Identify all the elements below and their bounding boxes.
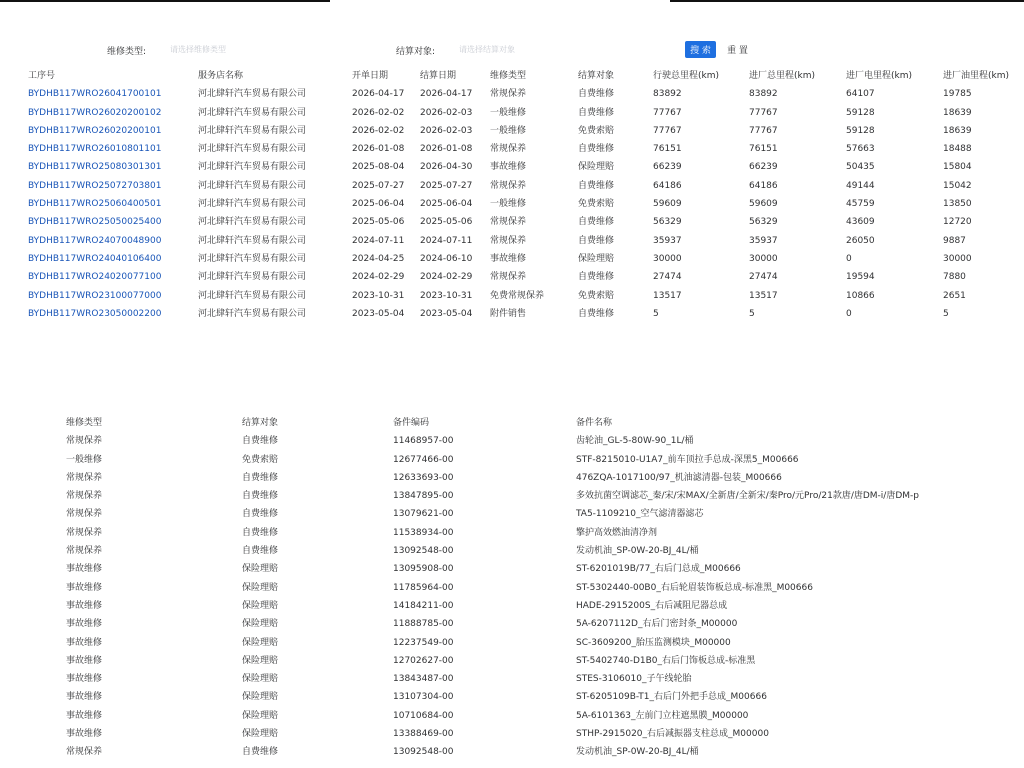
table-cell: 12633693-00 [393, 472, 454, 483]
orders-header-cell [490, 67, 578, 85]
table-cell: 河北肆轩汽车贸易有限公司 [198, 199, 307, 210]
order-row[interactable] [28, 85, 1024, 103]
header-label: 工序号 [28, 71, 56, 81]
top-edge-gap [330, 0, 670, 2]
table-cell: 2025-05-06 [352, 217, 405, 228]
table-cell: 自费维修 [578, 180, 615, 191]
order-number-link[interactable]: BYDHB117WRO26041700101 [28, 89, 162, 100]
table-cell: 2023-05-04 [420, 308, 473, 319]
table-cell: 2026-01-08 [352, 144, 405, 155]
table-cell: 河北肆轩汽车贸易有限公司 [198, 308, 307, 319]
table-cell: 事故维修 [66, 729, 103, 740]
table-cell: 11888785-00 [393, 619, 454, 630]
table-cell: 事故维修 [66, 655, 103, 666]
table-cell: 2026-02-02 [352, 107, 405, 118]
table-cell: 12702627-00 [393, 655, 454, 666]
table-cell: 河北肆轩汽车贸易有限公司 [198, 272, 307, 283]
table-cell: 2026-04-17 [420, 89, 473, 100]
table-cell: 83892 [653, 89, 682, 100]
orders-header-cell [749, 67, 846, 85]
part-row [66, 487, 1024, 505]
order-number-link[interactable]: BYDHB117WRO25050025400 [28, 217, 162, 228]
table-cell: 事故维修 [66, 637, 103, 648]
table-cell: 35937 [653, 235, 682, 246]
order-row[interactable] [28, 104, 1024, 122]
table-cell: 59609 [653, 199, 682, 210]
table-cell: 自费维修 [578, 217, 615, 228]
table-cell: 56329 [653, 217, 682, 228]
order-row[interactable] [28, 122, 1024, 140]
table-cell: 保险理赔 [242, 674, 279, 685]
search-button[interactable]: 搜 索 [685, 41, 716, 58]
order-row[interactable] [28, 140, 1024, 158]
table-cell: STF-8215010-U1A7_前车顶拉手总成-深黑5_M00666 [576, 454, 799, 465]
table-cell: 27474 [749, 272, 778, 283]
table-cell: 59128 [846, 107, 875, 118]
repair-orders-table [28, 67, 1024, 323]
table-cell: 0 [846, 253, 852, 264]
table-cell: 13092548-00 [393, 546, 454, 557]
table-cell: 自费维修 [578, 144, 615, 155]
table-cell: 2651 [943, 290, 966, 301]
table-cell: SC-3609200_胎压监测模块_M00000 [576, 637, 731, 648]
part-row [66, 725, 1024, 743]
table-cell: 河北肆轩汽车贸易有限公司 [198, 125, 307, 136]
table-cell: 59609 [749, 199, 778, 210]
table-cell: 河北肆轩汽车贸易有限公司 [198, 290, 307, 301]
order-number-link[interactable]: BYDHB117WRO23050002200 [28, 308, 162, 319]
part-row [66, 542, 1024, 560]
order-row[interactable] [28, 268, 1024, 286]
table-cell: 2026-01-08 [420, 144, 473, 155]
table-cell: 12677466-00 [393, 454, 454, 465]
header-label: 行驶总里程(km) [653, 71, 720, 81]
table-cell: 26050 [846, 235, 875, 246]
reset-button[interactable]: 重 置 [722, 41, 753, 58]
table-cell: 河北肆轩汽车贸易有限公司 [198, 217, 307, 228]
order-number-link[interactable]: BYDHB117WRO23100077000 [28, 290, 162, 301]
part-row [66, 652, 1024, 670]
parts-header-cell: 备件编码 [393, 418, 430, 428]
table-cell: 66239 [653, 162, 682, 173]
orders-table-body [28, 85, 1024, 323]
table-cell: 66239 [749, 162, 778, 173]
table-cell: 64186 [653, 180, 682, 191]
part-row [66, 579, 1024, 597]
table-cell: 13843487-00 [393, 674, 454, 685]
table-cell: 自费维修 [578, 272, 615, 283]
table-cell: 476ZQA-1017100/97_机油滤清器-包装_M00666 [576, 472, 782, 483]
table-cell: 常规保养 [66, 747, 103, 758]
part-row [66, 451, 1024, 469]
table-cell: 2024-07-11 [420, 235, 473, 246]
table-cell: 12720 [943, 217, 972, 228]
table-cell: 45759 [846, 199, 875, 210]
table-cell: 2025-06-04 [420, 199, 473, 210]
table-cell: 59128 [846, 125, 875, 136]
table-cell: 常规保养 [490, 144, 527, 155]
table-cell: 自费维修 [242, 436, 279, 447]
header-label: 开单日期 [352, 71, 389, 81]
order-row[interactable] [28, 195, 1024, 213]
table-cell: ST-6201019B/77_右后门总成_M00666 [576, 564, 741, 575]
table-cell: 保险理赔 [242, 564, 279, 575]
table-cell: 自费维修 [242, 472, 279, 483]
table-cell: 57663 [846, 144, 875, 155]
table-cell: TA5-1109210_空气滤清器滤芯 [576, 509, 704, 520]
table-cell: 自费维修 [242, 747, 279, 758]
table-cell: 一般维修 [66, 454, 103, 465]
settlement-label: 结算对象: [396, 47, 436, 57]
table-cell: 2024-06-10 [420, 253, 473, 264]
table-cell: 河北肆轩汽车贸易有限公司 [198, 144, 307, 155]
table-cell: 常规保养 [66, 546, 103, 557]
table-cell: 自费维修 [578, 89, 615, 100]
orders-header-cell [846, 67, 943, 85]
table-cell: 河北肆轩汽车贸易有限公司 [198, 235, 307, 246]
table-cell: 10866 [846, 290, 875, 301]
parts-header-cell: 维修类型 [66, 418, 103, 428]
order-number-link[interactable]: BYDHB117WRO24070048900 [28, 235, 162, 246]
table-cell: 常规保养 [66, 436, 103, 447]
header-label: 进厂总里程(km) [749, 71, 816, 81]
table-cell: 一般维修 [490, 125, 527, 136]
order-row[interactable] [28, 213, 1024, 231]
table-cell: 附件销售 [490, 308, 527, 319]
table-cell: 77767 [749, 125, 778, 136]
parts-header-cell: 备件名称 [576, 418, 613, 428]
table-cell: 10710684-00 [393, 710, 454, 721]
table-cell: 自费维修 [578, 235, 615, 246]
table-cell: 自费维修 [242, 491, 279, 502]
header-label: 维修类型 [490, 71, 527, 81]
table-cell: 5 [749, 308, 755, 319]
table-cell: 77767 [749, 107, 778, 118]
table-cell: 5A-6207112D_右后门密封条_M00000 [576, 619, 738, 630]
table-cell: 一般维修 [490, 107, 527, 118]
order-row[interactable] [28, 305, 1024, 323]
table-cell: 0 [846, 308, 852, 319]
table-cell: 43609 [846, 217, 875, 228]
table-cell: 常规保养 [66, 527, 103, 538]
table-cell: 13517 [653, 290, 682, 301]
table-cell: 一般维修 [490, 199, 527, 210]
orders-header-cell [653, 67, 749, 85]
part-row [66, 524, 1024, 542]
table-cell: 常规保养 [490, 180, 527, 191]
table-cell: 18488 [943, 144, 972, 155]
table-cell: 35937 [749, 235, 778, 246]
order-row[interactable] [28, 158, 1024, 176]
parts-header-cell: 结算对象 [242, 418, 279, 428]
table-cell: ST-5402740-D1B0_右后门饰板总成-标准黑 [576, 655, 756, 666]
header-label: 进厂油里程(km) [943, 71, 1010, 81]
table-cell: ST-6205109B-T1_右后门外把手总成_M00666 [576, 692, 767, 703]
table-cell: 保险理赔 [242, 655, 279, 666]
table-cell: 齿轮油_GL-5-80W-90_1L/桶 [576, 436, 694, 447]
table-cell: 77767 [653, 107, 682, 118]
orders-header-cell [943, 67, 1024, 85]
table-cell: 2023-10-31 [352, 290, 405, 301]
table-cell: 常规保养 [490, 217, 527, 228]
table-cell: 河北肆轩汽车贸易有限公司 [198, 107, 307, 118]
table-cell: 76151 [653, 144, 682, 155]
table-cell: STES-3106010_子午线轮胎 [576, 674, 692, 685]
table-cell: 事故维修 [66, 564, 103, 575]
part-row [66, 688, 1024, 706]
order-number-link[interactable]: BYDHB117WRO25060400501 [28, 199, 162, 210]
table-cell: HADE-2915200S_右后减阻尼器总成 [576, 600, 728, 611]
table-cell: 发动机油_SP-0W-20-BJ_4L/桶 [576, 747, 699, 758]
parts-table [66, 414, 1024, 762]
repair-type-label: 维修类型: [107, 47, 147, 57]
table-cell: 9887 [943, 235, 966, 246]
table-cell: 保险理赔 [242, 600, 279, 611]
table-cell: 多效抗菌空调滤芯_秦/宋/宋MAX/全新唐/全新宋/秦Pro/元Pro/21款唐/唐DM-i/唐DM-p [576, 491, 919, 502]
orders-header-cell [420, 67, 490, 85]
table-cell: 11468957-00 [393, 436, 454, 447]
part-row [66, 634, 1024, 652]
table-cell: 5 [653, 308, 659, 319]
table-cell: 河北肆轩汽车贸易有限公司 [198, 253, 307, 264]
table-cell: 7880 [943, 272, 966, 283]
table-cell: 83892 [749, 89, 778, 100]
part-row [66, 432, 1024, 450]
orders-header-row [28, 67, 1024, 85]
table-cell: 14184211-00 [393, 600, 454, 611]
orders-header-cell [28, 67, 198, 85]
table-cell: 77767 [653, 125, 682, 136]
table-cell: 2025-05-06 [420, 217, 473, 228]
header-label: 进厂电里程(km) [846, 71, 913, 81]
table-cell: 自费维修 [578, 107, 615, 118]
table-cell: 保险理赔 [242, 637, 279, 648]
table-cell: 64186 [749, 180, 778, 191]
table-cell: 56329 [749, 217, 778, 228]
part-row [66, 597, 1024, 615]
table-cell: 2024-04-25 [352, 253, 405, 264]
order-row[interactable] [28, 232, 1024, 250]
table-cell: 免费索赔 [242, 454, 279, 465]
order-number-link[interactable]: BYDHB117WRO24020077100 [28, 272, 162, 283]
repair-type-select[interactable] [170, 40, 320, 58]
part-row [66, 707, 1024, 725]
table-cell: 2026-02-03 [420, 107, 473, 118]
table-cell: 13107304-00 [393, 692, 454, 703]
table-cell: 河北肆轩汽车贸易有限公司 [198, 180, 307, 191]
header-label: 结算日期 [420, 71, 457, 81]
part-row [66, 743, 1024, 761]
orders-header-cell [578, 67, 653, 85]
table-cell: 15804 [943, 162, 972, 173]
table-cell: 2025-07-27 [352, 180, 405, 191]
table-cell: 13095908-00 [393, 564, 454, 575]
table-cell: 事故维修 [66, 582, 103, 593]
table-cell: 19594 [846, 272, 875, 283]
table-cell: 15042 [943, 180, 972, 191]
table-cell: 12237549-00 [393, 637, 454, 648]
table-cell: 保险理赔 [242, 710, 279, 721]
table-cell: 保险理赔 [242, 692, 279, 703]
order-number-link[interactable]: BYDHB117WRO26020200102 [28, 107, 162, 118]
table-cell: 河北肆轩汽车贸易有限公司 [198, 89, 307, 100]
order-row[interactable] [28, 287, 1024, 305]
window-top-edge [0, 0, 1024, 2]
table-cell: 2025-08-04 [352, 162, 405, 173]
table-cell: 2026-02-03 [420, 125, 473, 136]
order-number-link[interactable]: BYDHB117WRO25072703801 [28, 180, 162, 191]
table-cell: 27474 [653, 272, 682, 283]
table-cell: 自费维修 [242, 546, 279, 557]
table-cell: 常规保养 [66, 472, 103, 483]
table-cell: 保险理赔 [242, 619, 279, 630]
part-row [66, 505, 1024, 523]
table-cell: 自费维修 [242, 527, 279, 538]
table-cell: 免费索赔 [578, 199, 615, 210]
parts-table-body [66, 432, 1024, 761]
table-cell: 保险理赔 [578, 253, 615, 264]
part-row [66, 560, 1024, 578]
table-cell: 19785 [943, 89, 972, 100]
table-cell: 2025-06-04 [352, 199, 405, 210]
part-row [66, 670, 1024, 688]
table-cell: 自费维修 [578, 308, 615, 319]
table-cell: 2023-05-04 [352, 308, 405, 319]
table-cell: 2026-04-17 [352, 89, 405, 100]
table-cell: 事故维修 [66, 710, 103, 721]
table-cell: 免费索赔 [578, 125, 615, 136]
table-cell: 11538934-00 [393, 527, 454, 538]
table-cell: ST-5302440-00B0_右后轮眉装饰板总成-标准黑_M00666 [576, 582, 813, 593]
table-cell: STHP-2915020_右后减振器支柱总成_M00000 [576, 729, 769, 740]
header-label: 结算对象 [578, 71, 615, 81]
header-label: 服务店名称 [198, 71, 244, 81]
orders-header-cell [198, 67, 352, 85]
table-cell: 2025-07-27 [420, 180, 473, 191]
order-row[interactable] [28, 177, 1024, 195]
table-cell: 事故维修 [490, 253, 527, 264]
table-cell: 30000 [749, 253, 778, 264]
table-cell: 发动机油_SP-0W-20-BJ_4L/桶 [576, 546, 699, 557]
table-cell: 49144 [846, 180, 875, 191]
table-cell: 5A-6101363_左前门立柱遮黑膜_M00000 [576, 710, 749, 721]
table-cell: 18639 [943, 107, 972, 118]
table-cell: 自费维修 [242, 509, 279, 520]
table-cell: 30000 [653, 253, 682, 264]
table-cell: 保险理赔 [242, 729, 279, 740]
table-cell: 事故维修 [66, 600, 103, 611]
table-cell: 2024-02-29 [420, 272, 473, 283]
table-cell: 2023-10-31 [420, 290, 473, 301]
table-cell: 13079621-00 [393, 509, 454, 520]
settlement-select[interactable] [459, 40, 609, 58]
table-cell: 2026-04-30 [420, 162, 473, 173]
orders-header-cell [352, 67, 420, 85]
table-cell: 18639 [943, 125, 972, 136]
table-cell: 11785964-00 [393, 582, 454, 593]
part-row [66, 615, 1024, 633]
table-cell: 事故维修 [66, 619, 103, 630]
table-cell: 事故维修 [490, 162, 527, 173]
table-cell: 30000 [943, 253, 972, 264]
table-cell: 2026-02-02 [352, 125, 405, 136]
table-cell: 常规保养 [490, 89, 527, 100]
order-number-link[interactable]: BYDHB117WRO26010801101 [28, 144, 162, 155]
table-cell: 64107 [846, 89, 875, 100]
table-cell: 事故维修 [66, 692, 103, 703]
table-cell: 2024-07-11 [352, 235, 405, 246]
table-cell: 常规保养 [66, 491, 103, 502]
table-cell: 常规保养 [490, 235, 527, 246]
table-cell: 常规保养 [66, 509, 103, 520]
table-cell: 13847895-00 [393, 491, 454, 502]
order-number-link[interactable]: BYDHB117WRO24040106400 [28, 253, 162, 264]
table-cell: 50435 [846, 162, 875, 173]
table-cell: 保险理赔 [578, 162, 615, 173]
table-cell: 免费常规保养 [490, 290, 545, 301]
table-cell: 13517 [749, 290, 778, 301]
parts-header-row [66, 414, 1024, 432]
order-row[interactable] [28, 250, 1024, 268]
table-cell: 2024-02-29 [352, 272, 405, 283]
table-cell: 河北肆轩汽车贸易有限公司 [198, 162, 307, 173]
table-cell: 事故维修 [66, 674, 103, 685]
table-cell: 5 [943, 308, 949, 319]
table-cell: 擎护高效燃油清净剂 [576, 527, 658, 538]
table-cell: 13850 [943, 199, 972, 210]
order-number-link[interactable]: BYDHB117WRO25080301301 [28, 162, 162, 173]
table-cell: 常规保养 [490, 272, 527, 283]
table-cell: 13388469-00 [393, 729, 454, 740]
table-cell: 保险理赔 [242, 582, 279, 593]
table-cell: 免费索赔 [578, 290, 615, 301]
table-cell: 13092548-00 [393, 747, 454, 758]
table-cell: 76151 [749, 144, 778, 155]
order-number-link[interactable]: BYDHB117WRO26020200101 [28, 125, 162, 136]
part-row [66, 469, 1024, 487]
